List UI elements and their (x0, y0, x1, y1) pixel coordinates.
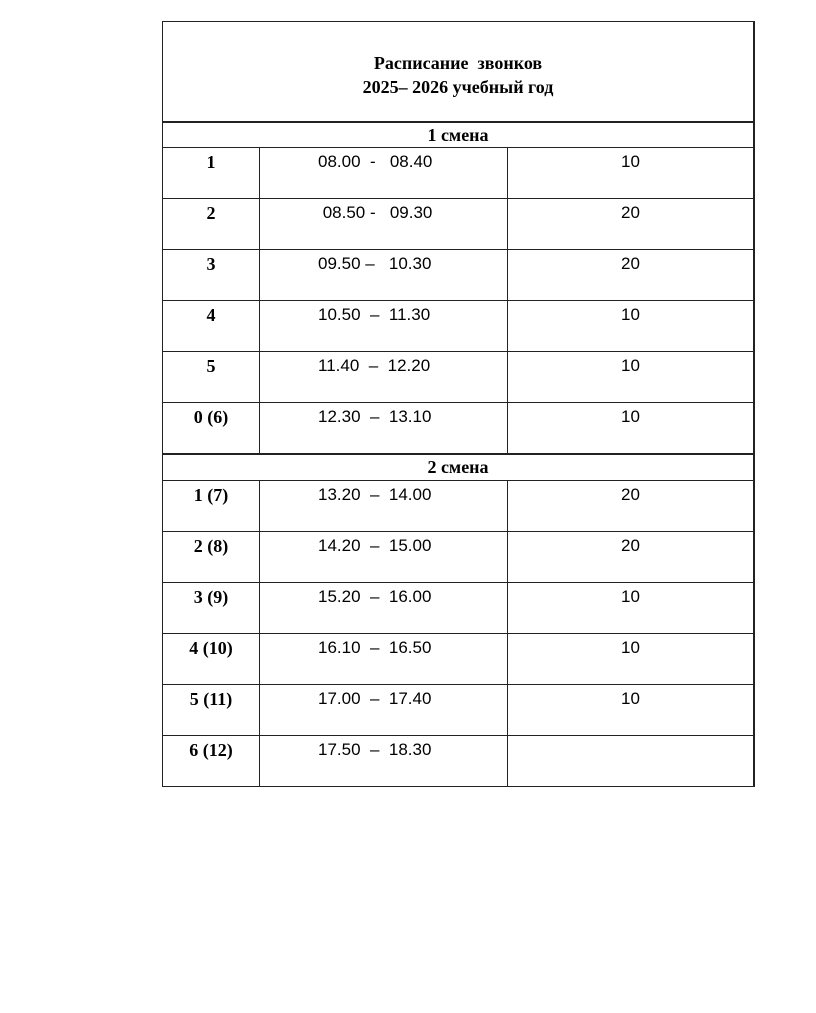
lesson-number: 5 (163, 352, 260, 402)
lesson-number: 1 (163, 148, 260, 198)
lesson-number: 3 (9) (163, 583, 260, 633)
lesson-number: 6 (12) (163, 736, 260, 786)
break-minutes (508, 736, 753, 786)
break-minutes: 10 (621, 356, 640, 375)
lesson-time: 10.50 – 11.30 (260, 301, 508, 351)
break-minutes: 10 (621, 407, 640, 426)
table-row (163, 250, 753, 301)
break-minutes: 10 (621, 587, 640, 606)
header-text (163, 51, 753, 99)
lesson-time: 15.20 – 16.00 (260, 583, 508, 633)
lesson-number: 0 (6) (163, 403, 260, 453)
lesson-time: 11.40 – 12.20 (260, 352, 508, 402)
lesson-time: 14.20 – 15.00 (260, 532, 508, 582)
lesson-time: 17.00 – 17.40 (260, 685, 508, 735)
lesson-time: 13.20 – 14.00 (260, 481, 508, 531)
shift-1-table (162, 148, 755, 454)
schedule-header (162, 21, 755, 122)
shift-1-heading: 1 смена (162, 122, 755, 148)
break-minutes: 10 (621, 638, 640, 657)
school-year: 2025– 2026 учебный год (362, 77, 554, 97)
break-minutes: 20 (621, 203, 640, 222)
break-minutes: 20 (621, 254, 640, 273)
lesson-number: 1 (7) (163, 481, 260, 531)
lesson-time: 17.50 – 18.30 (260, 736, 508, 786)
table-row (163, 403, 753, 454)
break-minutes: 10 (621, 689, 640, 708)
table-row (163, 634, 753, 685)
lesson-number: 3 (163, 250, 260, 300)
schedule-title: Расписание звонков (373, 53, 543, 73)
lesson-time: 08.50 - 09.30 (260, 199, 508, 249)
table-row (163, 481, 753, 532)
break-minutes: 20 (621, 485, 640, 504)
table-row (163, 736, 753, 787)
table-row (163, 583, 753, 634)
table-row (163, 148, 753, 199)
table-row (163, 532, 753, 583)
lesson-number: 4 (163, 301, 260, 351)
table-row (163, 199, 753, 250)
break-minutes: 20 (621, 536, 640, 555)
table-row (163, 685, 753, 736)
shift-2-heading: 2 смена (162, 454, 755, 481)
lesson-number: 2 (8) (163, 532, 260, 582)
break-minutes: 10 (621, 152, 640, 171)
table-row (163, 301, 753, 352)
break-minutes: 10 (621, 305, 640, 324)
lesson-time: 16.10 – 16.50 (260, 634, 508, 684)
lesson-number: 4 (10) (163, 634, 260, 684)
lesson-time: 08.00 - 08.40 (260, 148, 508, 198)
lesson-number: 5 (11) (163, 685, 260, 735)
shift-2-table (162, 481, 755, 787)
lesson-number: 2 (163, 199, 260, 249)
lesson-time: 12.30 – 13.10 (260, 403, 508, 453)
lesson-time: 09.50 – 10.30 (260, 250, 508, 300)
table-row (163, 352, 753, 403)
